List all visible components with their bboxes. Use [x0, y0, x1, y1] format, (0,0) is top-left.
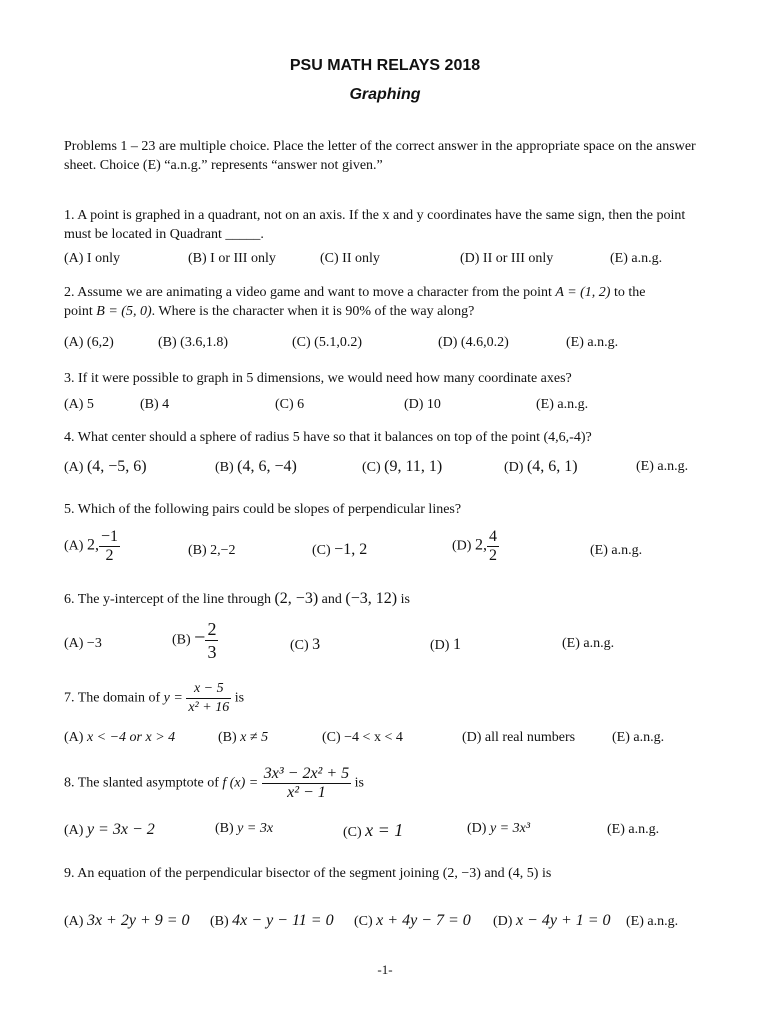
- q9-d-value: x − 4y + 1 = 0: [515, 912, 611, 929]
- q3-option-a: (A) 5: [64, 397, 94, 412]
- q8-denominator: x² − 1: [287, 784, 326, 801]
- q9-option-c: [354, 912, 471, 930]
- q7-lhs: y =: [163, 690, 183, 706]
- q4-value-c: (9, 11, 1): [384, 458, 443, 475]
- q8-option-c: [343, 820, 403, 841]
- q7-label-b: (B): [218, 730, 237, 745]
- q6-option-c: [290, 636, 320, 654]
- q7-denominator: x² + 16: [188, 700, 230, 715]
- q9-text2: and: [484, 866, 505, 881]
- q6-c-value: 3: [312, 636, 321, 653]
- q6-label-c: (C): [290, 638, 309, 653]
- question-1-text: 1. A point is graphed in a quadrant, not on an axis. If the x and y coordinates have the same sign, then the point must be located in Quadrant _____.: [64, 208, 686, 242]
- q9-b-value: 4x − y − 11 = 0: [232, 912, 334, 929]
- question-5-text: 5. Which of the following pairs could be slopes of perpendicular lines?: [64, 502, 462, 517]
- q4-value-d: (4, 6, 1): [526, 458, 578, 475]
- q4-label-b: (B): [215, 460, 234, 475]
- q3-option-b: (B) 4: [140, 397, 170, 412]
- q2-option-c: (C) (5.1,0.2): [292, 335, 362, 350]
- q2-text2: to the: [613, 285, 646, 300]
- question-2-line2: [64, 304, 474, 320]
- q5-label-c: (C): [312, 543, 331, 558]
- q6-b-numerator: 2: [207, 619, 217, 639]
- q8-option-d: [467, 821, 530, 837]
- q6-text3: is: [400, 592, 410, 607]
- q5-option-d: [452, 528, 499, 565]
- q5-option-e: (E) a.n.g.: [590, 543, 643, 558]
- q7-label-a: (A): [64, 730, 84, 745]
- q5-d-denominator: 2: [488, 547, 497, 564]
- q5-a-denominator: 2: [105, 547, 114, 564]
- q6-d-value: 1: [452, 636, 461, 653]
- q4-option-d: [504, 458, 578, 476]
- q9-label-b: (B): [210, 914, 229, 929]
- question-4-text: 4. What center should a sphere of radius 5 have so that it balances on top of the point (4,6,-4)?: [64, 430, 592, 445]
- q4-option-b: [215, 458, 297, 476]
- q1-option-b: (B) I or III only: [188, 251, 276, 266]
- q6-b-sign: −: [194, 626, 206, 649]
- q7-option-d: (D) all real numbers: [462, 730, 576, 745]
- q5-d-fraction: [487, 528, 499, 565]
- q2-option-d: (D) (4.6,0.2): [438, 335, 509, 350]
- q4-value-a: (4, −5, 6): [86, 458, 147, 475]
- q7-option-c: (C) −4 < x < 4: [322, 730, 403, 745]
- q5-option-a: [64, 528, 120, 565]
- q5-option-c: [312, 541, 367, 559]
- q6-b-fraction: [205, 618, 218, 663]
- q5-label-a: (A): [64, 538, 84, 554]
- q8-text2: is: [354, 775, 364, 791]
- q6-option-b: [172, 618, 218, 663]
- q6-option-a: (A) −3: [64, 636, 102, 651]
- q5-c-value: −1, 2: [334, 541, 368, 558]
- q2-point-a: A = (1, 2): [555, 285, 611, 300]
- q9-label-c: (C): [354, 914, 373, 929]
- q8-text1: 8. The slanted asymptote of: [64, 775, 219, 791]
- q9-c-value: x + 4y − 7 = 0: [376, 912, 471, 929]
- q2-text4: . Where is the character when it is 90% of the way along?: [151, 304, 475, 319]
- q9-option-d: [493, 912, 611, 930]
- q9-option-b: [210, 912, 334, 930]
- q6-point2: (−3, 12): [345, 590, 398, 607]
- q7-text1: 7. The domain of: [64, 690, 161, 706]
- instructions: Problems 1 – 23 are multiple choice. Place the letter of the correct answer in the appropriate space on the answer sheet. Choice (E) “a.n.g.” represents “answer not given.”: [64, 139, 696, 173]
- q7-fraction: [186, 680, 231, 717]
- q5-a-fraction: [99, 528, 120, 565]
- q7-b-value: x ≠ 5: [240, 730, 269, 745]
- q5-a-numerator: −1: [100, 528, 118, 545]
- question-2-line1: [64, 285, 645, 301]
- q3-option-e: (E) a.n.g.: [536, 397, 589, 412]
- q6-point1: (2, −3): [274, 590, 319, 607]
- q9-option-a: [64, 912, 190, 930]
- q9-label-d: (D): [493, 914, 513, 929]
- q9-point1: (2, −3): [442, 866, 481, 881]
- question-7-text: [64, 680, 244, 717]
- q7-a-value: x < −4 or x > 4: [86, 730, 176, 745]
- q8-a-value: y = 3x − 2: [86, 821, 155, 838]
- q6-option-d: [430, 636, 461, 654]
- q2-option-e: (E) a.n.g.: [566, 335, 619, 350]
- page-subtitle: Graphing: [349, 86, 421, 103]
- q8-c-value: x = 1: [365, 820, 404, 840]
- q2-point-b: B = (5, 0): [96, 304, 152, 319]
- q9-a-value: 3x + 2y + 9 = 0: [86, 912, 190, 929]
- question-6-text: [64, 590, 410, 608]
- question-9-text: [64, 866, 551, 882]
- q4-option-e: (E) a.n.g.: [636, 459, 689, 474]
- q9-text1: 9. An equation of the perpendicular bisector of the segment joining: [64, 866, 440, 881]
- q4-value-b: (4, 6, −4): [237, 458, 297, 475]
- q2-text3: point: [64, 304, 93, 319]
- page-title: PSU MATH RELAYS 2018: [289, 57, 481, 74]
- q8-label-d: (D): [467, 821, 487, 836]
- q8-d-value: y = 3x³: [489, 821, 531, 836]
- q5-option-b: (B) 2,−2: [188, 543, 236, 558]
- q6-text1: 6. The y-intercept of the line through: [64, 592, 271, 607]
- q9-point2: (4, 5): [508, 866, 539, 881]
- q9-label-a: (A): [64, 914, 84, 929]
- question-3-text: 3. If it were possible to graph in 5 dimensions, we would need how many coordinate axes?: [64, 371, 572, 386]
- q6-text2: and: [321, 592, 342, 607]
- q8-option-a: [64, 821, 155, 839]
- q7-option-e: (E) a.n.g.: [612, 730, 665, 745]
- q2-text1: 2. Assume we are animating a video game and want to move a character from the point: [64, 285, 552, 300]
- q4-option-a: [64, 458, 147, 476]
- q8-option-b: [215, 821, 273, 837]
- q4-label-c: (C): [362, 460, 381, 475]
- q1-option-a: (A) I only: [64, 251, 120, 266]
- q6-label-d: (D): [430, 638, 450, 653]
- q8-label-a: (A): [64, 823, 84, 838]
- q6-b-denominator: 3: [207, 642, 217, 662]
- q5-d-numerator: 4: [488, 528, 497, 545]
- q8-label-b: (B): [215, 821, 234, 836]
- q1-option-d: (D) II or III only: [460, 251, 554, 266]
- q1-option-c: (C) II only: [320, 251, 380, 266]
- q1-option-e: (E) a.n.g.: [610, 251, 663, 266]
- q6-label-b: (B): [172, 632, 191, 648]
- q8-fraction: [262, 765, 351, 802]
- q9-text3: is: [541, 866, 552, 881]
- q2-option-b: (B) (3.6,1.8): [158, 335, 228, 350]
- q8-option-e: (E) a.n.g.: [607, 822, 660, 837]
- page-number: -1-: [377, 962, 393, 977]
- q3-option-d: (D) 10: [404, 397, 441, 412]
- q8-b-value: y = 3x: [237, 821, 274, 836]
- q2-option-a: (A) (6,2): [64, 335, 114, 350]
- q3-option-c: (C) 6: [275, 397, 305, 412]
- q7-numerator: x − 5: [186, 680, 231, 699]
- q4-label-d: (D): [504, 460, 524, 475]
- q8-label-c: (C): [343, 825, 362, 840]
- q4-option-c: [362, 458, 442, 476]
- q5-a-lead: 2,: [86, 536, 99, 554]
- q9-option-e: (E) a.n.g.: [626, 914, 679, 929]
- q6-option-e: (E) a.n.g.: [562, 636, 615, 651]
- q7-option-a: [64, 730, 175, 746]
- q8-numerator: 3x³ − 2x² + 5: [263, 765, 350, 782]
- q5-label-d: (D): [452, 538, 472, 554]
- q7-option-b: [218, 730, 268, 746]
- question-8-text: [64, 765, 364, 802]
- q5-d-lead: 2,: [474, 536, 487, 554]
- q7-text2: is: [234, 690, 245, 706]
- q4-label-a: (A): [64, 460, 84, 475]
- q8-lhs: f (x) =: [222, 775, 259, 791]
